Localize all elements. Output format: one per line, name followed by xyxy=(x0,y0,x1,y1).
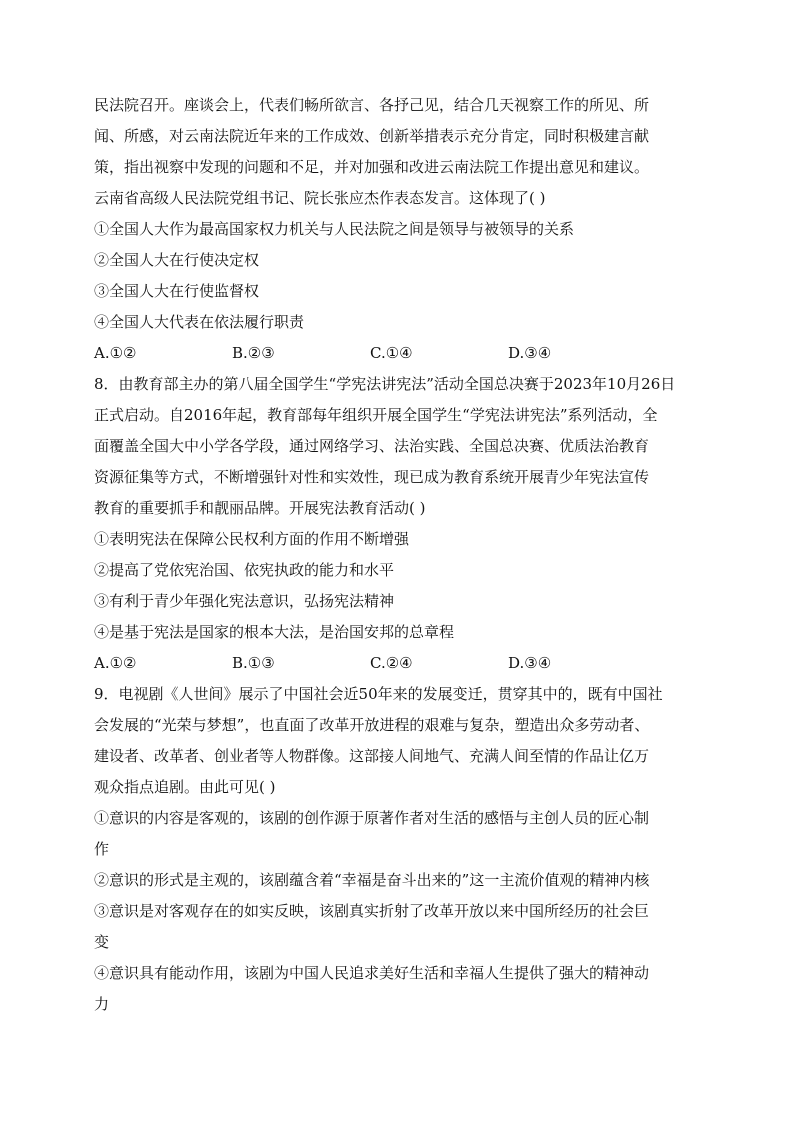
q9-stem-line-1: 9．电视剧《人世间》展示了中国社会近50年来的发展变迁，贯穿其中的，既有中国社 xyxy=(94,685,663,703)
question-9 xyxy=(94,679,702,1020)
q9-statement-4: ④意识具有能动作用，该剧为中国人民追求美好生活和幸福人生提供了强大的精神动 xyxy=(94,964,650,982)
q8-stem-line-1: 8．由教育部主办的第八届全国学生“学宪法讲宪法”活动全国总决赛于2023年10月26日 xyxy=(94,375,676,393)
q9-stem-line-4: 观众指点追剧。由此可见( ) xyxy=(94,778,276,796)
q7-statement-4: ④全国人大代表在依法履行职责 xyxy=(94,313,305,331)
q8-stem-line-3: 面覆盖全国大中小学各学段，通过网络学习、法治实践、全国总决赛、优质法治教育 xyxy=(94,437,650,455)
q7-option-d: D.③④ xyxy=(508,344,552,362)
q8-stem-line-2: 正式启动。自2016年起，教育部每年组织开展全国学生“学宪法讲宪法”系列活动，全 xyxy=(94,406,658,424)
q8-option-b: B.①③ xyxy=(232,654,275,672)
q7-stem-line-3: 策，指出视察中发现的问题和不足，并对加强和改进云南法院工作提出意见和建议。 xyxy=(94,158,650,176)
q9-statement-2: ②意识的形式是主观的，该剧蕴含着“幸福是奋斗出来的”这一主流价值观的精神内核 xyxy=(94,871,650,889)
q8-statement-4: ④是基于宪法是国家的根本大法，是治国安邦的总章程 xyxy=(94,623,455,641)
q7-statement-1: ①全国人大作为最高国家权力机关与人民法院之间是领导与被领导的关系 xyxy=(94,220,575,238)
q9-stem-line-3: 建设者、改革者、创业者等人物群像。这部接人间地气、充满人间至情的作品让亿万 xyxy=(94,747,650,765)
q8-options xyxy=(94,648,702,679)
q7-statement-2: ②全国人大在行使决定权 xyxy=(94,251,260,269)
q8-option-d: D.③④ xyxy=(508,654,552,672)
q9-statement-1: ①意识的内容是客观的，该剧的创作源于原著作者对生活的感悟与主创人员的匠心制 xyxy=(94,809,650,827)
q8-statement-3: ③有利于青少年强化宪法意识，弘扬宪法精神 xyxy=(94,592,395,610)
q9-statement-1-cont: 作 xyxy=(94,840,110,858)
question-7 xyxy=(94,90,702,369)
q8-option-a: A.①② xyxy=(94,654,137,672)
q7-option-a: A.①② xyxy=(94,344,137,362)
q8-option-c: C.②④ xyxy=(370,654,413,672)
q8-stem-line-4: 资源征集等方式，不断增强针对性和实效性，现已成为教育系统开展青少年宪法宣传 xyxy=(94,468,650,486)
q9-stem-line-2: 会发展的“光荣与梦想”，也直面了改革开放进程的艰难与复杂，塑造出众多劳动者、 xyxy=(94,716,650,734)
q8-statement-1: ①表明宪法在保障公民权利方面的作用不断增强 xyxy=(94,530,410,548)
q7-stem-line-2: 闻、所感，对云南法院近年来的工作成效、创新举措表示充分肯定，同时积极建言献 xyxy=(94,127,650,145)
q7-stem-line-4: 云南省高级人民法院党组书记、院长张应杰作表态发言。这体现了( ) xyxy=(94,189,546,207)
q9-statement-3-cont: 变 xyxy=(94,933,110,951)
q9-statement-3: ③意识是对客观存在的如实反映，该剧真实折射了改革开放以来中国所经历的社会巨 xyxy=(94,902,650,920)
q7-statement-3: ③全国人大在行使监督权 xyxy=(94,282,260,300)
q9-statement-4-cont: 力 xyxy=(94,995,110,1013)
question-8 xyxy=(94,369,702,679)
q7-option-c: C.①④ xyxy=(370,344,413,362)
q8-stem-line-5: 教育的重要抓手和靓丽品牌。开展宪法教育活动( ) xyxy=(94,499,426,517)
q7-options xyxy=(94,338,702,369)
q7-option-b: B.②③ xyxy=(232,344,275,362)
q8-statement-2: ②提高了党依宪治国、依宪执政的能力和水平 xyxy=(94,561,395,579)
q7-stem-line-1: 民法院召开。座谈会上，代表们畅所欲言、各抒己见，结合几天视察工作的所见、所 xyxy=(94,96,650,114)
